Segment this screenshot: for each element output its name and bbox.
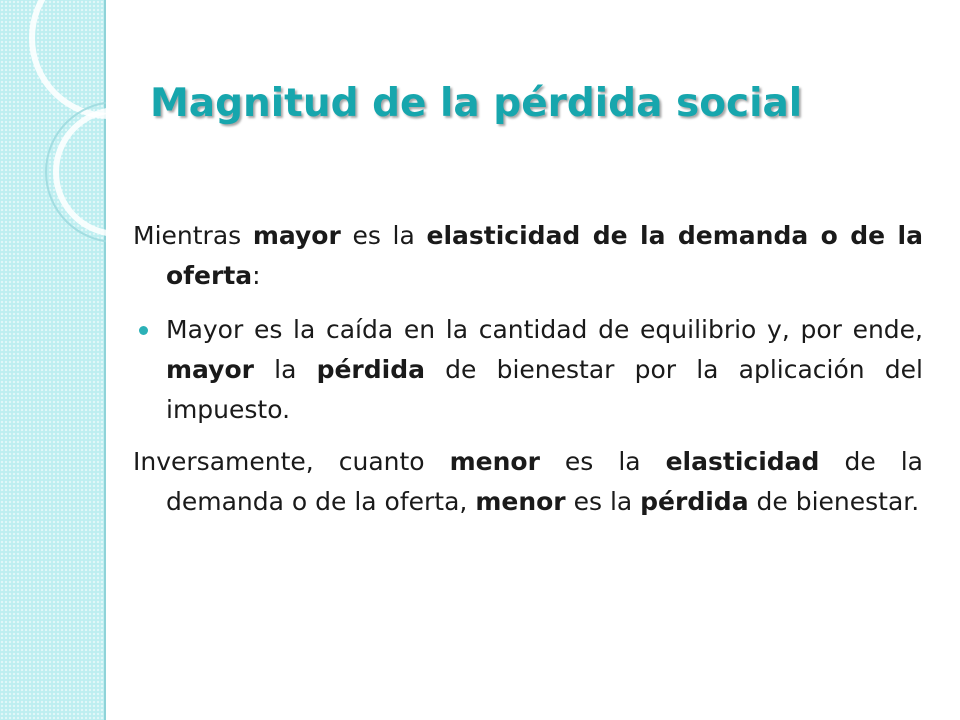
emphasis-text: elasticidad [665,447,820,476]
emphasis-text: menor [475,487,566,516]
emphasis-text: menor [449,447,540,476]
decorative-side-band [0,0,106,720]
body-text: de bienestar. [748,487,920,516]
emphasis-text: pérdida [316,355,425,384]
paragraph-elasticity-higher [133,216,923,296]
bullet-text [166,315,923,424]
emphasis-text: elasticidad de la demanda o de la oferta [166,221,923,290]
emphasis-text: pérdida [640,487,749,516]
bullet-dot-icon [139,326,148,335]
body-text: de bienestar por la aplicación del impuesto. [166,355,923,424]
body-text: es la [565,487,641,516]
emphasis-text: mayor [166,355,254,384]
paragraph-elasticity-lower [133,442,923,522]
body-text: de la demanda o de la oferta, [166,447,923,516]
body-text: la [253,355,317,384]
emphasis-text: mayor [252,221,341,250]
body-text: Inversamente, cuanto [133,447,450,476]
body-text: Mayor es la caída en la cantidad de equilibrio y, por ende, [166,315,923,344]
body-text: : [252,261,261,290]
body-text: es la [340,221,427,250]
slide-body [133,216,923,536]
bullet-item [133,310,923,430]
slide-title: Magnitud de la pérdida social [150,81,803,126]
body-text: Mientras [133,221,253,250]
decorative-rings-icon [0,0,106,720]
body-text: es la [539,447,666,476]
